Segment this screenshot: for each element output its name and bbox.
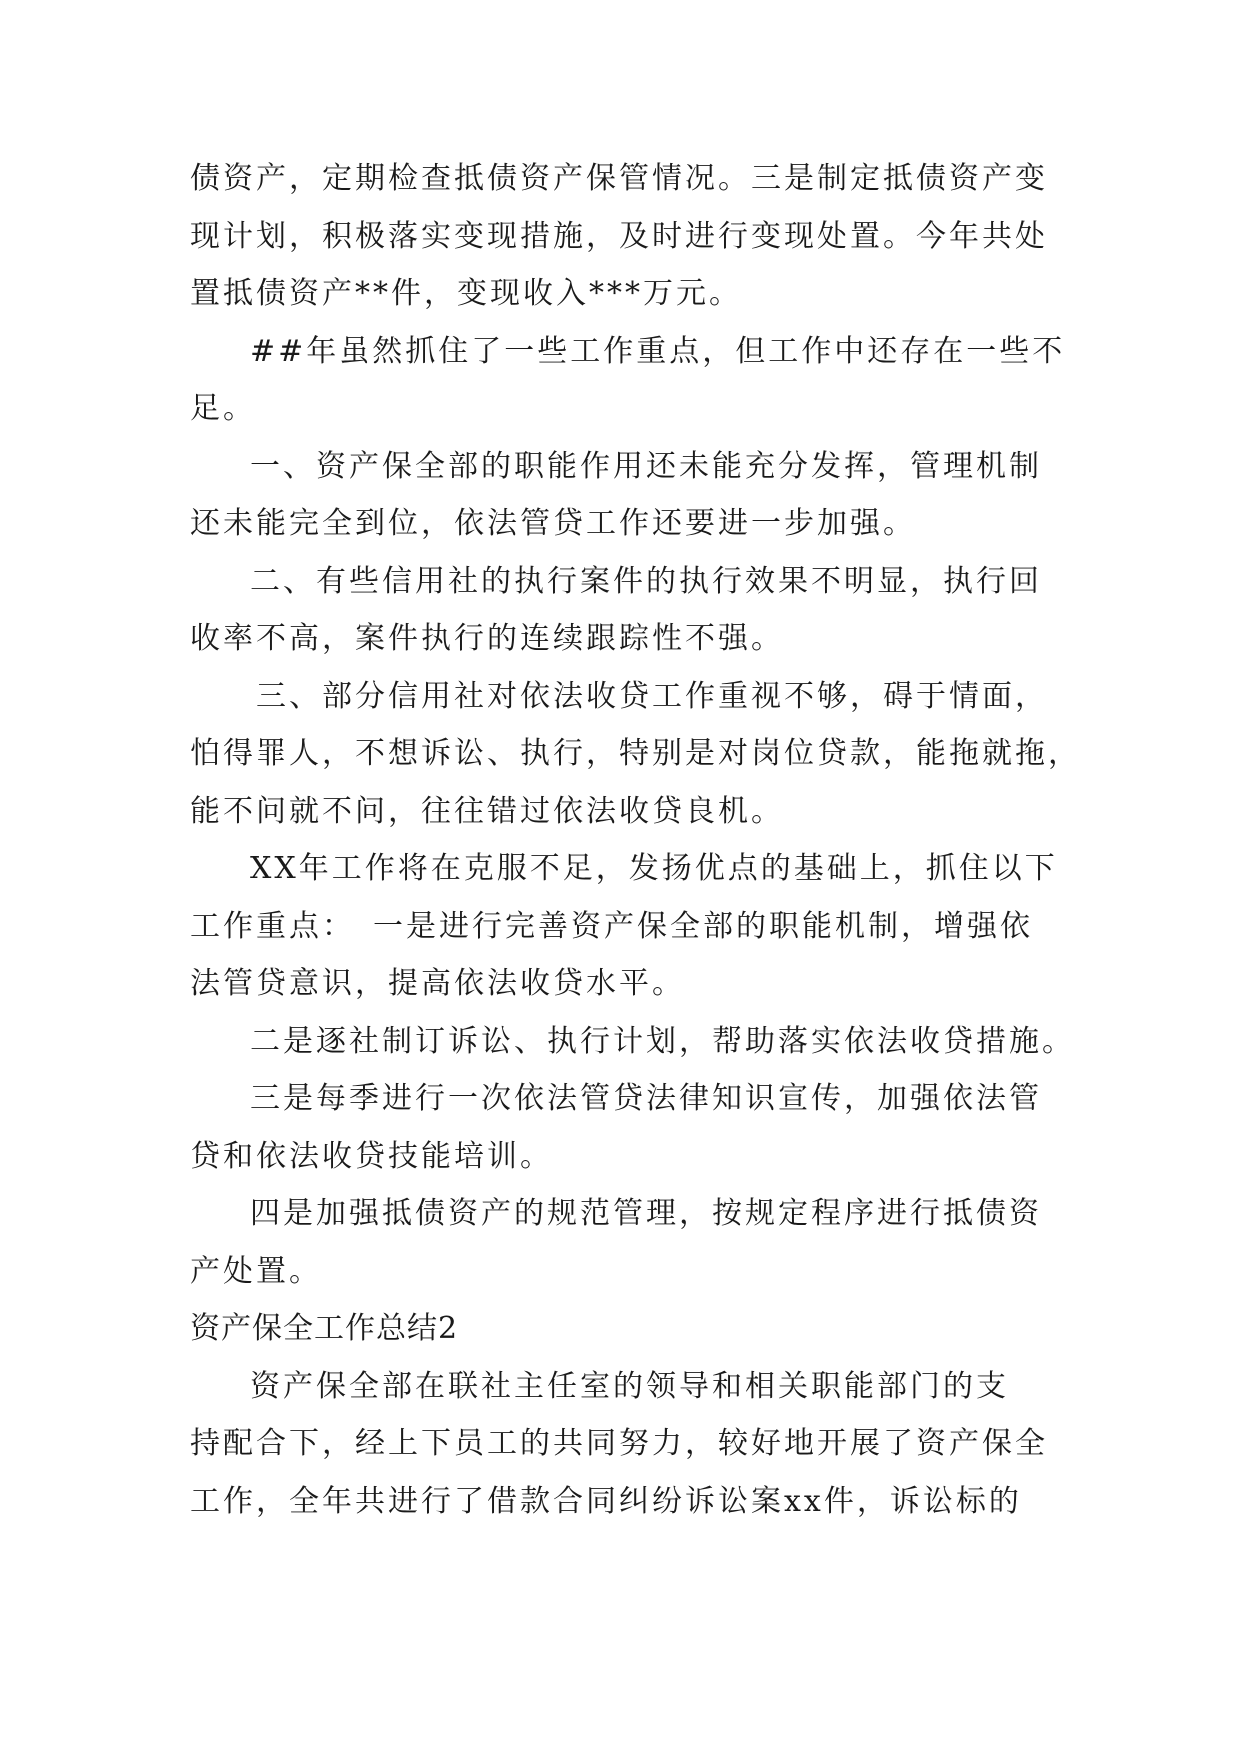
text-line: 一、资产保全部的职能作用还未能充分发挥，管理机制 [250, 448, 1042, 484]
heading-text: 资产保全工作总结2 [190, 1311, 459, 1346]
text-line: 资产保全部在联社主任室的领导和相关职能部门的支 [250, 1368, 1009, 1404]
text-line: 贷和依法收贷技能培训。 [190, 1138, 553, 1174]
text-line: 法管贷意识，提高依法收贷水平。 [190, 966, 685, 1001]
paragraph-summary-2-intro [190, 1358, 1070, 1531]
text-line: 工作重点： 一是进行完善资产保全部的职能机制，增强依 [190, 908, 1033, 944]
text-line: 工作，全年共进行了借款合同纠纷诉讼案xx件，诉讼标的 [190, 1483, 1022, 1519]
paragraph-plan-2 [190, 1013, 1075, 1071]
paragraph-shortcoming-1 [190, 438, 1070, 553]
text-line: 三、部分信用社对依法收贷工作重视不够，碍于情面， [256, 678, 1048, 714]
text-line: 二是逐社制订诉讼、执行计划，帮助落实依法收贷措施。 [250, 1023, 1075, 1059]
text-line: 债资产，定期检查抵债资产保管情况。三是制定抵债资产变 [190, 161, 1048, 196]
paragraph-next-year-plan [190, 840, 1070, 1013]
text-line: 置抵债资产**件，变现收入***万元。 [190, 276, 742, 311]
text-line: 能不问就不问，往往错过依法收贷良机。 [190, 793, 784, 829]
paragraph-shortcoming-2 [190, 553, 1070, 668]
text-line: 三是每季进行一次依法管贷法律知识宣传，加强依法管 [250, 1081, 1042, 1116]
text-line: 二、有些信用社的执行案件的执行效果不明显，执行回 [250, 563, 1042, 599]
text-line: XX年工作将在克服不足，发扬优点的基础上，抓住以下 [250, 851, 1058, 886]
paragraph-plan-3 [190, 1070, 1070, 1185]
document-body [190, 150, 1081, 1530]
section-heading [190, 1300, 1070, 1358]
paragraph-shortcomings-intro [190, 323, 1070, 438]
text-line: 产处置。 [190, 1253, 322, 1289]
text-line: ##年虽然抓住了一些工作重点，但工作中还存在一些不 [250, 333, 1066, 369]
text-line: 现计划，积极落实变现措施，及时进行变现处置。今年共处 [190, 218, 1048, 254]
paragraph-plan-4 [190, 1185, 1070, 1300]
text-line: 怕得罪人，不想诉讼、执行，特别是对岗位贷款，能拖就拖， [190, 736, 1081, 771]
text-line: 收率不高，案件执行的连续跟踪性不强。 [190, 621, 784, 656]
text-line: 还未能完全到位，依法管贷工作还要进一步加强。 [190, 506, 916, 541]
paragraph-shortcoming-3 [190, 668, 1081, 841]
text-line: 四是加强抵债资产的规范管理，按规定程序进行抵债资 [250, 1196, 1042, 1231]
text-line: 持配合下，经上下员工的共同努力，较好地开展了资产保全 [190, 1426, 1048, 1461]
paragraph-disposal [190, 150, 1070, 323]
text-line: 足。 [190, 391, 256, 426]
